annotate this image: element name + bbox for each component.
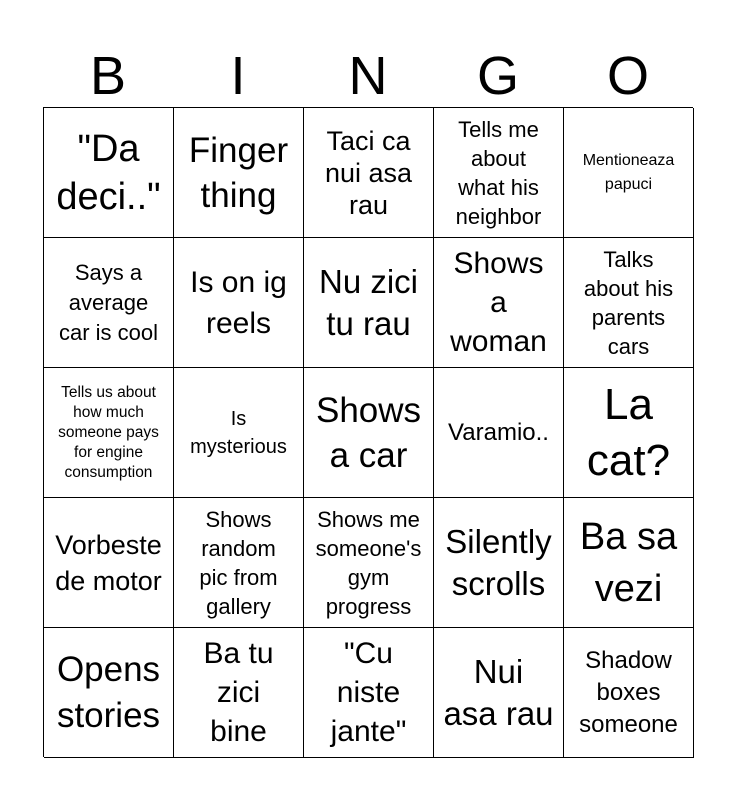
bingo-cell[interactable] bbox=[564, 238, 694, 368]
cell-text: Shows me someone's gym progress bbox=[315, 506, 422, 619]
cell-text: Is mysterious bbox=[190, 407, 287, 458]
cell-text: Nu zici tu rau bbox=[318, 262, 419, 342]
bingo-cell[interactable] bbox=[44, 108, 174, 238]
header-letter-o: O bbox=[606, 46, 649, 106]
bingo-cell[interactable] bbox=[434, 108, 564, 238]
bingo-cell[interactable] bbox=[304, 628, 434, 758]
header-letter-g: G bbox=[476, 46, 519, 106]
bingo-cell[interactable] bbox=[564, 498, 694, 628]
bingo-cell[interactable] bbox=[174, 108, 304, 238]
cell-text: Ba sa vezi bbox=[579, 515, 678, 610]
cell-text: Varamio.. bbox=[448, 418, 549, 446]
cell-text: "Cu niste jante" bbox=[330, 637, 407, 748]
cell-text: La cat? bbox=[586, 379, 671, 485]
bingo-cell[interactable] bbox=[44, 368, 174, 498]
cell-text: Shadow boxes someone bbox=[579, 646, 678, 738]
cell-text: Is on ig reels bbox=[190, 265, 287, 340]
bingo-cell[interactable] bbox=[434, 368, 564, 498]
bingo-cell[interactable] bbox=[304, 368, 434, 498]
cell-text: Shows a car bbox=[315, 390, 422, 475]
bingo-header bbox=[43, 44, 693, 108]
header-letter-b: B bbox=[89, 46, 127, 106]
bingo-cell[interactable] bbox=[174, 368, 304, 498]
cell-text: Shows a woman bbox=[450, 247, 547, 358]
cell-text: Vorbeste de motor bbox=[55, 529, 162, 596]
cell-text: Taci ca nui asa rau bbox=[324, 125, 413, 220]
bingo-cell[interactable] bbox=[174, 498, 304, 628]
bingo-cell[interactable] bbox=[304, 498, 434, 628]
bingo-cell[interactable] bbox=[44, 498, 174, 628]
cell-text: Talks about his parents cars bbox=[583, 246, 674, 359]
cell-text: "Da deci.." bbox=[56, 127, 161, 218]
header-letter-i: I bbox=[230, 46, 246, 106]
bingo-cell[interactable] bbox=[434, 628, 564, 758]
bingo-cell[interactable] bbox=[44, 628, 174, 758]
cell-text: Finger thing bbox=[188, 130, 289, 215]
header-letter-n: N bbox=[348, 46, 388, 106]
bingo-cell[interactable] bbox=[304, 108, 434, 238]
cell-text: Nui asa rau bbox=[443, 652, 554, 732]
cell-text: Says a average car is cool bbox=[58, 259, 159, 345]
cell-text: Tells us about how much someone pays for engine consumption bbox=[58, 383, 159, 481]
bingo-cell[interactable] bbox=[44, 238, 174, 368]
bingo-cell[interactable] bbox=[434, 238, 564, 368]
cell-text: Shows random pic from gallery bbox=[199, 506, 278, 619]
cell-text: Ba tu zici bine bbox=[203, 637, 274, 748]
cell-text: Mentioneaza papuci bbox=[582, 151, 675, 193]
bingo-cell[interactable] bbox=[564, 108, 694, 238]
bingo-cell[interactable] bbox=[564, 628, 694, 758]
bingo-cell[interactable] bbox=[174, 238, 304, 368]
bingo-cell[interactable] bbox=[304, 238, 434, 368]
bingo-cell[interactable] bbox=[174, 628, 304, 758]
cell-text: Silently scrolls bbox=[445, 522, 552, 602]
bingo-cell[interactable] bbox=[434, 498, 564, 628]
bingo-cell[interactable] bbox=[564, 368, 694, 498]
cell-text: Tells me about what his neighbor bbox=[455, 116, 542, 229]
cell-text: Opens stories bbox=[56, 649, 161, 735]
bingo-grid bbox=[43, 107, 693, 757]
